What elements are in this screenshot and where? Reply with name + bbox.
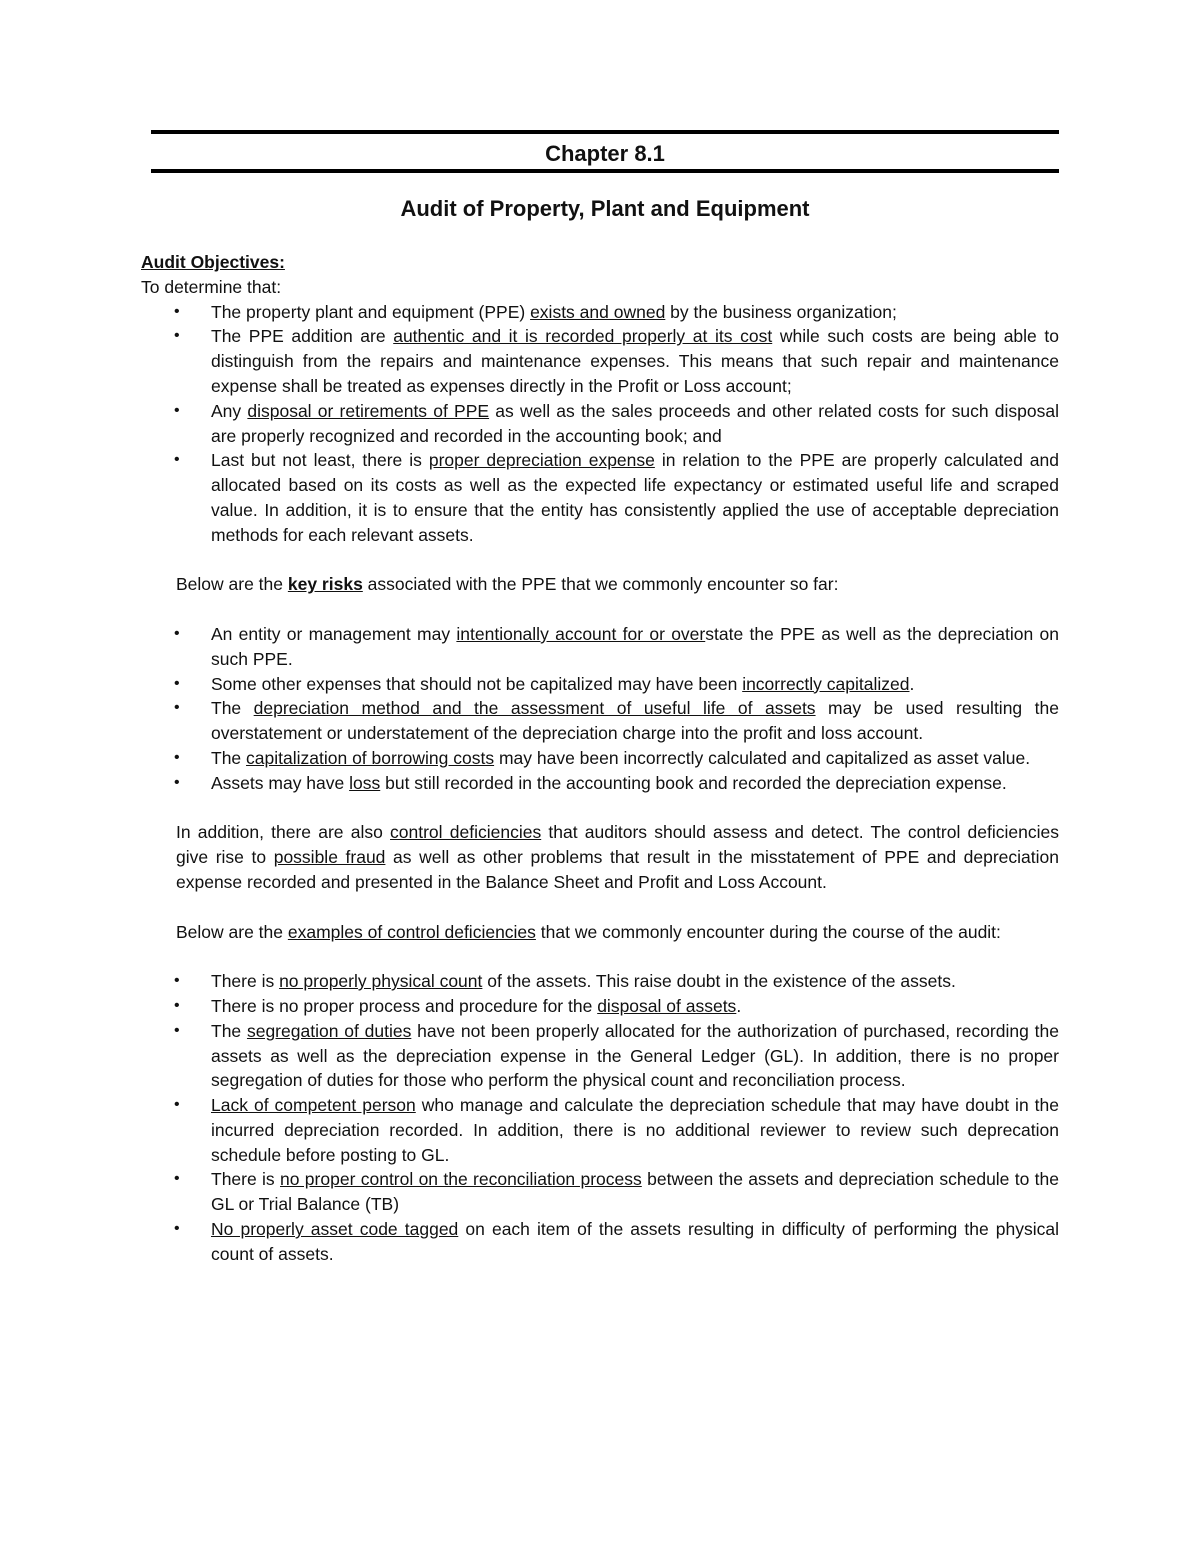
item-text: but still recorded in the accounting book and recorded the depreciation expense. <box>380 772 1007 793</box>
list-item <box>141 969 1059 994</box>
emphasis-text: No properly asset code tagged <box>211 1219 459 1240</box>
bullet-icon: • <box>174 451 180 469</box>
item-text: The <box>211 747 247 768</box>
bottom-rule <box>151 169 1059 173</box>
item-text: on each item of the assets resulting in difficulty of performing the physical count of assets. <box>211 1219 1060 1264</box>
emphasis-text: disposal or retirements of PPE <box>247 400 490 421</box>
list-item <box>141 1167 1059 1217</box>
item-text: The <box>211 698 254 719</box>
emphasis-text: depreciation method and the assessment of useful life of assets <box>253 698 816 719</box>
item-text: There is <box>211 971 280 992</box>
list-item <box>141 994 1059 1019</box>
bullet-icon: • <box>174 327 180 345</box>
item-text: . <box>736 995 742 1016</box>
list-item <box>141 1093 1059 1167</box>
deficiencies-list <box>141 969 1059 1267</box>
list-item <box>141 399 1059 449</box>
emphasis-text: Lack of competent person <box>211 1095 416 1116</box>
item-text: state the PPE as well as the depreciation on such PPE. <box>211 623 1059 669</box>
emphasis-text: segregation of duties <box>246 1020 412 1041</box>
item-text: by the business organization; <box>665 301 897 322</box>
bullet-icon: • <box>174 674 180 692</box>
bullet-icon: • <box>174 699 180 717</box>
bullet-icon: • <box>174 401 180 419</box>
item-text: may be used resulting the overstatement or understatement of the depreciation charge into the profit and loss account. <box>211 698 1059 744</box>
emphasis-text: disposal of assets <box>597 995 737 1016</box>
objectives-intro: To determine that: <box>141 276 282 297</box>
bullet-icon: • <box>174 773 180 791</box>
objectives-heading: Audit Objectives: <box>141 252 285 272</box>
bullet-icon: • <box>174 624 180 642</box>
objectives-list <box>141 300 1059 548</box>
list-item <box>141 300 1059 325</box>
list-item <box>141 746 1059 771</box>
item-text: The PPE addition are <box>211 326 394 347</box>
item-text: Assets may have <box>211 772 350 793</box>
item-text: as well as the sales proceeds and other related costs for such disposal are properly recognized and recorded in the accounting book; and <box>211 400 1059 446</box>
bullet-icon: • <box>174 1220 180 1238</box>
bullet-icon: • <box>174 748 180 766</box>
emphasis-text: incorrectly capitalized <box>742 673 910 694</box>
bullet-icon: • <box>174 1096 180 1114</box>
item-text: in relation to the PPE are properly calculated and allocated based on its costs as well as the expected life expectancy or estimated useful life and scraped value. In addition, it is to ensure that the entity has consistently applied the use of acceptable depreciation methods for each relevant assets. <box>211 450 1059 545</box>
item-text: may have been incorrectly calculated and capitalized as asset value. <box>494 747 1031 768</box>
risks-list <box>141 622 1059 796</box>
emphasis-text: capitalization of borrowing costs <box>246 747 495 768</box>
chapter-number: Chapter 8.1 <box>545 141 665 166</box>
bullet-icon: • <box>174 1170 180 1188</box>
item-text: between the assets and depreciation schedule to the GL or Trial Balance (TB) <box>211 1169 1059 1215</box>
list-item <box>141 696 1059 746</box>
list-item <box>141 1217 1059 1267</box>
item-text: An entity or management may <box>211 623 457 644</box>
item-text: Last but not least, there is <box>211 450 429 471</box>
emphasis-text: exists and owned <box>530 301 666 322</box>
bullet-icon: • <box>174 996 180 1014</box>
emphasis-text: no properly physical count <box>279 971 483 992</box>
item-text: There is <box>211 1169 281 1190</box>
control-paragraph: In addition, there are also control deficiencies that auditors should assess and detect. The control deficiencies give rise to possible fraud as well as other problems that result in the misstatement of PPE and depreciation expense recorded and presented in the Balance Sheet and Profit and Loss Account. <box>176 822 1059 892</box>
emphasis-text: authentic and it is recorded properly at its cost <box>393 326 773 347</box>
deficiencies-intro: Below are the examples of control deficiencies that we commonly encounter during the course of the audit: <box>176 921 1001 942</box>
list-item <box>141 672 1059 697</box>
list-item <box>141 448 1059 547</box>
bullet-icon: • <box>174 1021 180 1039</box>
risks-intro: Below are the key risks associated with the PPE that we commonly encounter so far: <box>176 574 839 595</box>
emphasis-text: loss <box>349 772 381 793</box>
document-body <box>141 250 1059 1267</box>
item-text: who manage and calculate the depreciation schedule that may have doubt in the incurred depreciation recorded. In addition, there is no additional reviewer to review such deprecation schedule before posting to GL. <box>211 1095 1059 1165</box>
emphasis-text: intentionally account for or over <box>456 623 706 644</box>
list-item <box>141 622 1059 672</box>
item-text: have not been properly allocated for the authorization of purchased, recording the assets as well as the depreciation expense in the General Ledger (GL). In addition, there is no proper segregation of duties for those who perform the physical count and reconciliation process. <box>211 1020 1059 1091</box>
item-text: of the assets. This raise doubt in the existence of the assets. <box>482 971 956 992</box>
bullet-icon: • <box>174 972 180 990</box>
bullet-icon: • <box>174 302 180 320</box>
item-text: The <box>211 1020 247 1041</box>
list-item <box>141 1019 1059 1093</box>
item-text: Any <box>211 400 248 421</box>
item-text: while such costs are being able to distinguish from the repairs and maintenance expenses. This means that such repair and maintenance expense shall be treated as expenses directly in the Profit or Loss account; <box>211 326 1059 396</box>
page-title: Audit of Property, Plant and Equipment <box>400 196 810 221</box>
item-text: . <box>909 673 915 694</box>
item-text: Some other expenses that should not be capitalized may have been <box>211 673 743 694</box>
item-text: There is no proper process and procedure for the <box>211 995 598 1016</box>
list-item <box>141 324 1059 398</box>
emphasis-text: no proper control on the reconciliation process <box>280 1169 642 1190</box>
top-rule <box>151 130 1059 134</box>
list-item <box>141 771 1059 796</box>
emphasis-text: proper depreciation expense <box>428 450 655 471</box>
item-text: The property plant and equipment (PPE) <box>211 301 531 322</box>
